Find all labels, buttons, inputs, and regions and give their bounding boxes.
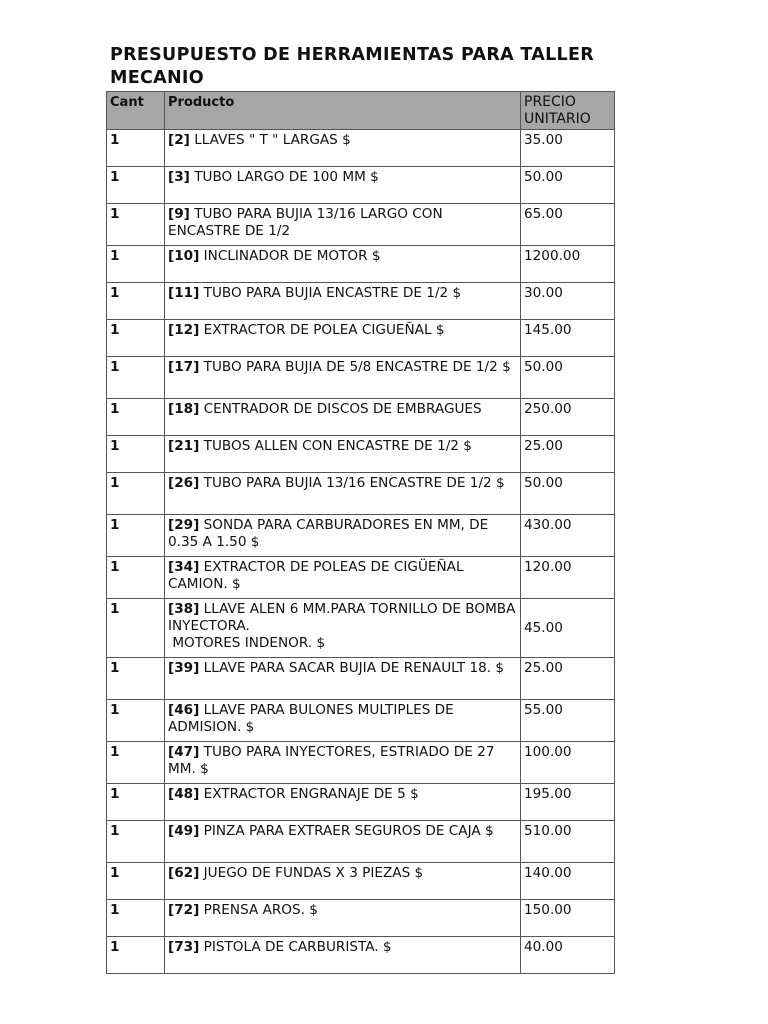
product-code: [26]	[168, 475, 200, 491]
cell-product	[165, 557, 521, 599]
table-row	[107, 742, 615, 784]
cell-qty: 1	[107, 204, 165, 246]
product-description-line2: MOTORES INDENOR. $	[168, 635, 326, 651]
product-description: PRENSA AROS. $	[199, 902, 318, 918]
cell-price: 40.00	[521, 937, 615, 974]
product-code: [10]	[168, 248, 200, 264]
cell-price: 250.00	[521, 399, 615, 436]
cell-product	[165, 863, 521, 900]
product-description: SONDA PARA CARBURADORES EN MM, DE 0.35 A 1.50 $	[168, 517, 489, 550]
cell-price: 30.00	[521, 283, 615, 320]
cell-product	[165, 937, 521, 974]
cell-qty: 1	[107, 557, 165, 599]
cell-qty: 1	[107, 599, 165, 658]
cell-product	[165, 700, 521, 742]
header-product: Producto	[165, 92, 521, 130]
cell-qty: 1	[107, 436, 165, 473]
product-code: [17]	[168, 359, 200, 375]
product-description: LLAVES " T " LARGAS $	[189, 132, 351, 148]
cell-product	[165, 167, 521, 204]
table-row	[107, 821, 615, 863]
cell-product	[165, 658, 521, 700]
cell-price: 35.00	[521, 130, 615, 167]
product-description: PINZA PARA EXTRAER SEGUROS DE CAJA $	[199, 823, 494, 839]
product-description: LLAVE ALEN 6 MM.PARA TORNILLO DE BOMBA INYECTORA.	[168, 601, 516, 634]
cell-qty: 1	[107, 357, 165, 399]
header-price: PRECIO UNITARIO	[521, 92, 615, 130]
cell-product	[165, 821, 521, 863]
product-description: TUBO PARA BUJIA DE 5/8 ENCASTRE DE 1/2 $	[199, 359, 511, 375]
cell-price: 195.00	[521, 784, 615, 821]
table-row	[107, 436, 615, 473]
product-code: [3]	[168, 169, 190, 185]
product-description: LLAVE PARA BULONES MULTIPLES DE ADMISION. $	[168, 702, 454, 735]
product-code: [34]	[168, 559, 200, 575]
cell-qty: 1	[107, 658, 165, 700]
cell-qty: 1	[107, 515, 165, 557]
product-description: JUEGO DE FUNDAS X 3 PIEZAS $	[199, 865, 424, 881]
table-row	[107, 167, 615, 204]
cell-qty: 1	[107, 821, 165, 863]
document-title: PRESUPUESTO DE HERRAMIENTAS PARA TALLER MECANIO	[110, 45, 595, 88]
cell-price: 25.00	[521, 436, 615, 473]
cell-product	[165, 742, 521, 784]
table-row	[107, 357, 615, 399]
cell-product	[165, 784, 521, 821]
product-code: [48]	[168, 786, 200, 802]
table-row	[107, 599, 615, 658]
header-qty: Cant	[107, 92, 165, 130]
product-code: [62]	[168, 865, 200, 881]
cell-product	[165, 473, 521, 515]
budget-table	[106, 91, 615, 974]
cell-qty: 1	[107, 473, 165, 515]
cell-qty: 1	[107, 167, 165, 204]
product-description: TUBO PARA BUJIA 13/16 ENCASTRE DE 1/2 $	[199, 475, 505, 491]
product-description: LLAVE PARA SACAR BUJIA DE RENAULT 18. $	[199, 660, 505, 676]
table-header-row	[107, 92, 615, 130]
cell-product	[165, 357, 521, 399]
table-row	[107, 900, 615, 937]
product-description: EXTRACTOR ENGRANAJE DE 5 $	[199, 786, 419, 802]
product-code: [12]	[168, 322, 200, 338]
table-row	[107, 700, 615, 742]
product-code: [11]	[168, 285, 200, 301]
table-row	[107, 658, 615, 700]
cell-price: 25.00	[521, 658, 615, 700]
product-description: INCLINADOR DE MOTOR $	[199, 248, 381, 264]
product-description: TUBO PARA INYECTORES, ESTRIADO DE 27 MM. $	[168, 744, 495, 777]
product-code: [29]	[168, 517, 200, 533]
cell-qty: 1	[107, 900, 165, 937]
cell-qty: 1	[107, 937, 165, 974]
cell-product	[165, 599, 521, 658]
cell-qty: 1	[107, 320, 165, 357]
product-code: [46]	[168, 702, 200, 718]
product-code: [2]	[168, 132, 190, 148]
cell-qty: 1	[107, 700, 165, 742]
cell-product	[165, 900, 521, 937]
cell-qty: 1	[107, 283, 165, 320]
cell-price: 100.00	[521, 742, 615, 784]
cell-qty: 1	[107, 399, 165, 436]
table-row	[107, 399, 615, 436]
table-row	[107, 130, 615, 167]
cell-price: 145.00	[521, 320, 615, 357]
product-code: [21]	[168, 438, 200, 454]
table-row	[107, 863, 615, 900]
cell-product	[165, 436, 521, 473]
cell-price: 50.00	[521, 167, 615, 204]
table-row	[107, 246, 615, 283]
table-body	[107, 130, 615, 974]
cell-price: 430.00	[521, 515, 615, 557]
cell-product	[165, 204, 521, 246]
table-row	[107, 320, 615, 357]
cell-price: 1200.00	[521, 246, 615, 283]
cell-product	[165, 283, 521, 320]
product-description: CENTRADOR DE DISCOS DE EMBRAGUES	[199, 401, 482, 417]
cell-product	[165, 130, 521, 167]
table-row	[107, 473, 615, 515]
cell-price: 50.00	[521, 357, 615, 399]
product-code: [73]	[168, 939, 200, 955]
cell-price: 50.00	[521, 473, 615, 515]
cell-qty: 1	[107, 784, 165, 821]
product-description: TUBO LARGO DE 100 MM $	[189, 169, 379, 185]
cell-product	[165, 320, 521, 357]
cell-price: 150.00	[521, 900, 615, 937]
cell-price: 510.00	[521, 821, 615, 863]
product-description: TUBO PARA BUJIA 13/16 LARGO CON ENCASTRE DE 1/2	[168, 206, 443, 239]
product-description: EXTRACTOR DE POLEAS DE CIGÜEÑAL CAMION. $	[168, 559, 464, 592]
table-row	[107, 784, 615, 821]
product-code: [18]	[168, 401, 200, 417]
table-row	[107, 283, 615, 320]
product-description: TUBO PARA BUJIA ENCASTRE DE 1/2 $	[199, 285, 462, 301]
table-row	[107, 937, 615, 974]
product-description: EXTRACTOR DE POLEA CIGUEÑAL $	[199, 322, 445, 338]
cell-price: 55.00	[521, 700, 615, 742]
table-row	[107, 515, 615, 557]
product-code: [38]	[168, 601, 200, 617]
cell-price: 120.00	[521, 557, 615, 599]
product-description: PISTOLA DE CARBURISTA. $	[199, 939, 392, 955]
cell-product	[165, 399, 521, 436]
product-code: [47]	[168, 744, 200, 760]
cell-qty: 1	[107, 246, 165, 283]
product-description: TUBOS ALLEN CON ENCASTRE DE 1/2 $	[199, 438, 472, 454]
cell-product	[165, 515, 521, 557]
table-row	[107, 204, 615, 246]
cell-qty: 1	[107, 742, 165, 784]
cell-price: 45.00	[521, 599, 615, 658]
table-row	[107, 557, 615, 599]
cell-qty: 1	[107, 863, 165, 900]
cell-price: 140.00	[521, 863, 615, 900]
product-code: [39]	[168, 660, 200, 676]
cell-qty: 1	[107, 130, 165, 167]
cell-product	[165, 246, 521, 283]
product-code: [9]	[168, 206, 190, 222]
cell-price: 65.00	[521, 204, 615, 246]
product-code: [49]	[168, 823, 200, 839]
product-code: [72]	[168, 902, 200, 918]
